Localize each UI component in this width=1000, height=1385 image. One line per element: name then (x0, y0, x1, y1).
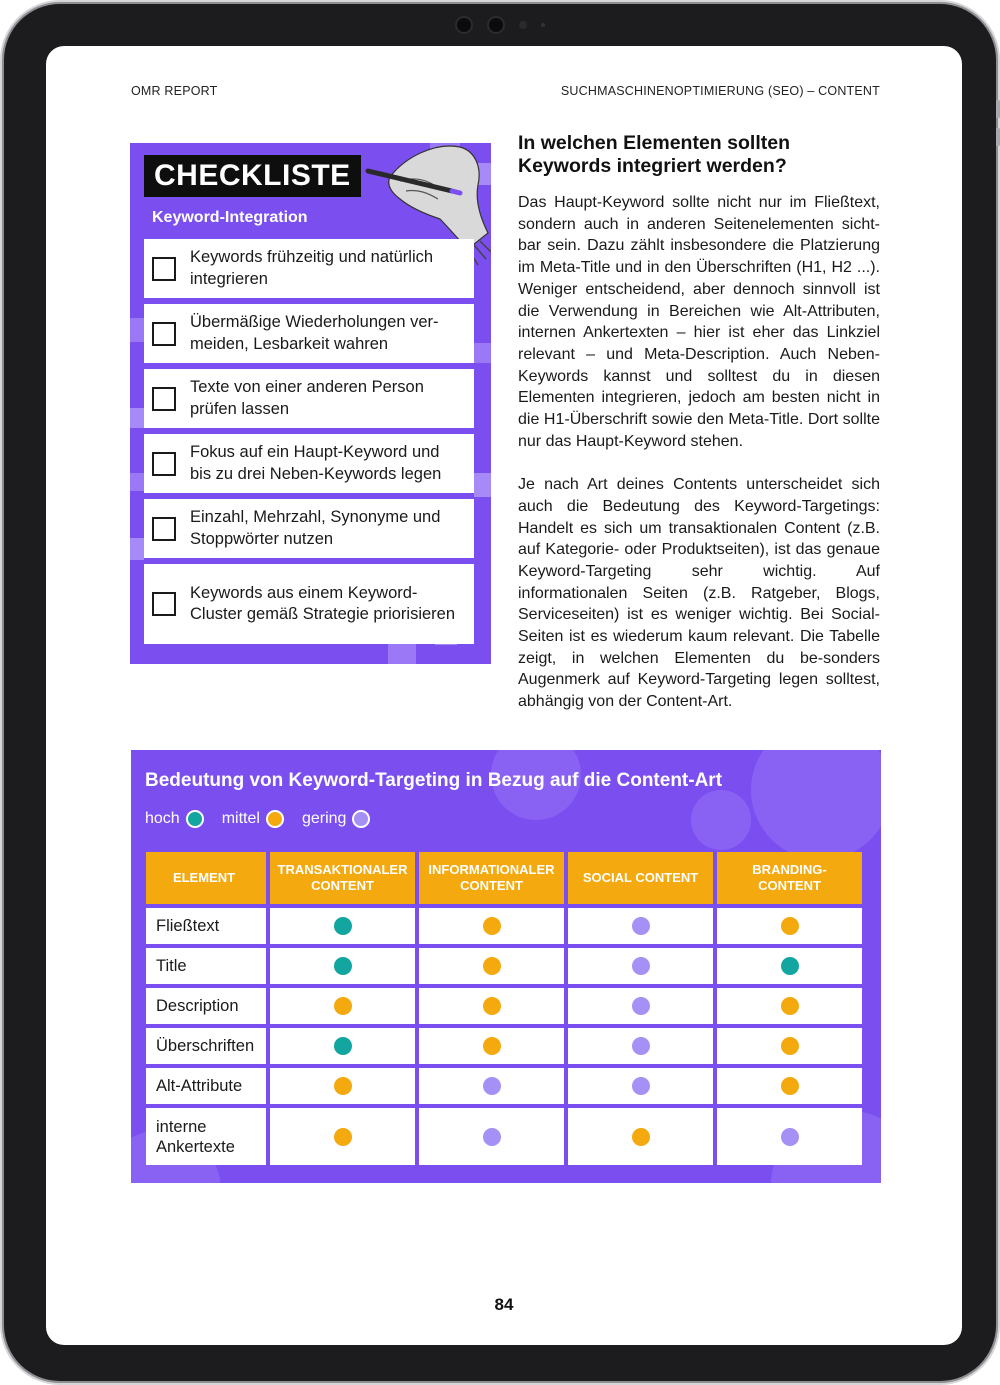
importance-dot-mittel (483, 957, 501, 975)
checklist-item-label: Übermäßige Wiederholungen ver-meiden, Lesbarkeit wahren (190, 313, 439, 353)
importance-dot-hoch (334, 957, 352, 975)
article-paragraph: Je nach Art deines Contents unterscheidet sich auch die Bedeutung des Keyword-Targetings: Handelt es sich um transaktionalen Content (z.B. auf Kategorie- oder Produktseiten), ist das genaue Keyword-Targeting sehr wichtig. Auf informationalen Seiten (z.B. Ratgeber, Blogs, Serviceseiten) ist es weniger wichtig. Bei Social-Seiten ist es wiederum kaum relevant. Die Tabelle zeigt, in welchen Elementen du be-sonders Augenmerk auf Keyword-Targeting legen solltest, abhängig von der Content-Art. (518, 476, 880, 711)
legend-item-hoch (145, 810, 204, 828)
importance-dot-gering (781, 1128, 799, 1146)
checklist-item-label: Texte von einer anderen Person prüfen lassen (190, 378, 424, 418)
keyword-targeting-table-card (131, 750, 881, 1183)
column-header: TRANSAKTIONALER CONTENT (270, 852, 415, 904)
checkbox[interactable] (152, 452, 176, 476)
pixel-decoration (474, 473, 491, 497)
table-title: Bedeutung von Keyword-Targeting in Bezug auf die Content-Art (145, 770, 723, 791)
checklist-item[interactable] (144, 369, 474, 428)
legend-label: mittel (221, 810, 260, 827)
importance-dot-hoch (781, 957, 799, 975)
table-cell (270, 908, 415, 944)
column-header: SOCIAL CONTENT (568, 852, 713, 904)
legend-dot-icon (186, 810, 204, 828)
volume-down-button (996, 128, 1000, 146)
importance-dot-gering (483, 1128, 501, 1146)
camera-lens-icon (455, 16, 473, 34)
table-row (146, 908, 866, 948)
importance-dot-mittel (781, 1077, 799, 1095)
checklist-item[interactable] (144, 434, 474, 493)
importance-dot-mittel (334, 1077, 352, 1095)
running-header-left: OMR REPORT (131, 84, 218, 98)
table-row (146, 1068, 866, 1108)
importance-dot-mittel (781, 997, 799, 1015)
checklist-item-label: Einzahl, Mehrzahl, Synonyme und Stoppwörter nutzen (190, 508, 441, 548)
row-element-label: Fließtext (146, 908, 266, 944)
checklist-item[interactable] (144, 304, 474, 363)
table-cell (270, 1108, 415, 1165)
importance-dot-mittel (483, 1037, 501, 1055)
table-cell (568, 1108, 713, 1165)
importance-dot-gering (632, 1037, 650, 1055)
row-element-label: Description (146, 988, 266, 1024)
checklist-item[interactable] (144, 499, 474, 558)
importance-dot-mittel (334, 1128, 352, 1146)
article-paragraph: Das Haupt-Keyword sollte nicht nur im Fließtext, sondern auch in anderen Seitenelementen sicht-bar sein. Dazu zählt insbesondere die Platzierung im Meta-Title und in den Überschriften (H1, H2 ...). Weniger entscheidend, aber dennoch sinnvoll ist die Verwendung in Bereichen wie Alt-Attributen, internen Ankertexten – hier ist eher das Linkziel relevant – und Meta-Description. Auch Neben-Keywords kannst und solltest du in diesen Elementen integrieren, jedoch am besten nicht in die H1-Überschrift sowie den Meta-Title. Dort sollte nur das Haupt-Keyword stehen. (518, 194, 880, 450)
checklist-items (144, 239, 474, 650)
pixel-decoration (474, 343, 491, 363)
tablet-frame (4, 4, 996, 1381)
importance-dot-mittel (483, 997, 501, 1015)
checklist-item[interactable] (144, 239, 474, 298)
importance-dot-gering (632, 997, 650, 1015)
camera-bar (455, 16, 545, 34)
pixel-decoration (130, 318, 144, 342)
importance-dot-hoch (334, 1037, 352, 1055)
legend-item-mittel (222, 810, 284, 828)
importance-table (146, 852, 866, 1169)
blob-decoration (691, 790, 751, 850)
legend-item-gering (302, 810, 370, 828)
legend-label: hoch (145, 810, 180, 827)
sensor-icon (519, 21, 527, 29)
table-cell (419, 988, 564, 1024)
article-heading: In welchen Elementen sollten Keywords integriert werden? (518, 132, 790, 177)
importance-dot-gering (483, 1077, 501, 1095)
table-cell (717, 1108, 862, 1165)
importance-dot-gering (632, 1077, 650, 1095)
column-header: ELEMENT (146, 852, 266, 904)
table-row (146, 1108, 866, 1169)
checklist-title: CHECKLISTE (144, 155, 361, 197)
table-cell (270, 988, 415, 1024)
importance-dot-mittel (632, 1128, 650, 1146)
article-body (518, 192, 880, 713)
table-cell (717, 1068, 862, 1104)
table-header-row (146, 852, 866, 908)
importance-dot-mittel (483, 917, 501, 935)
importance-dot-gering (632, 917, 650, 935)
checklist-item[interactable] (144, 564, 474, 644)
table-cell (568, 988, 713, 1024)
row-element-label: Überschriften (146, 1028, 266, 1064)
legend-dot-icon (266, 810, 284, 828)
table-cell (568, 908, 713, 944)
table-cell (270, 1028, 415, 1064)
legend (145, 810, 388, 828)
table-cell (717, 948, 862, 984)
pixel-decoration (130, 408, 144, 428)
checklist-card (130, 143, 491, 664)
checklist-subtitle: Keyword-Integration (152, 209, 308, 226)
legend-dot-icon (352, 810, 370, 828)
importance-dot-gering (632, 957, 650, 975)
running-header-right: SUCHMASCHINENOPTIMIERUNG (SEO) – CONTENT (560, 84, 880, 98)
table-cell (270, 948, 415, 984)
checklist-item-label: Keywords aus einem Keyword-Cluster gemäß Strategie priorisieren (190, 583, 456, 623)
checkbox[interactable] (152, 257, 176, 281)
table-cell (419, 1068, 564, 1104)
table-cell (419, 908, 564, 944)
checkbox[interactable] (152, 517, 176, 541)
row-element-label: Title (146, 948, 266, 984)
camera-lens-icon (487, 16, 505, 34)
importance-dot-mittel (781, 1037, 799, 1055)
blob-decoration (751, 750, 881, 860)
sensor-dot-icon (541, 23, 545, 27)
column-header: INFORMATIONALER CONTENT (419, 852, 564, 904)
table-row (146, 948, 866, 988)
table-cell (717, 908, 862, 944)
row-element-label: interne Ankertexte (146, 1108, 266, 1165)
table-row (146, 1028, 866, 1068)
table-cell (717, 1028, 862, 1064)
pixel-decoration (130, 473, 144, 491)
importance-dot-mittel (781, 917, 799, 935)
checkbox[interactable] (152, 592, 176, 616)
table-body (146, 908, 866, 1169)
checklist-item-label: Keywords frühzeitig und natürlich integrieren (190, 248, 434, 288)
page-number: 84 (494, 1295, 514, 1314)
table-cell (419, 948, 564, 984)
legend-label: gering (301, 810, 347, 827)
checkbox[interactable] (152, 387, 176, 411)
table-cell (270, 1068, 415, 1104)
table-cell (419, 1108, 564, 1165)
checklist-item-label: Fokus auf ein Haupt-Keyword und bis zu drei Neben-Keywords legen (190, 443, 442, 483)
table-cell (419, 1028, 564, 1064)
row-element-label: Alt-Attribute (146, 1068, 266, 1104)
column-header: BRANDING-CONTENT (717, 852, 862, 904)
checkbox[interactable] (152, 322, 176, 346)
importance-dot-hoch (334, 917, 352, 935)
volume-up-button (996, 100, 1000, 118)
table-cell (568, 948, 713, 984)
table-cell (717, 988, 862, 1024)
pixel-decoration (130, 538, 144, 560)
table-row (146, 988, 866, 1028)
screen (46, 46, 962, 1345)
importance-dot-mittel (334, 997, 352, 1015)
table-cell (568, 1028, 713, 1064)
table-cell (568, 1068, 713, 1104)
